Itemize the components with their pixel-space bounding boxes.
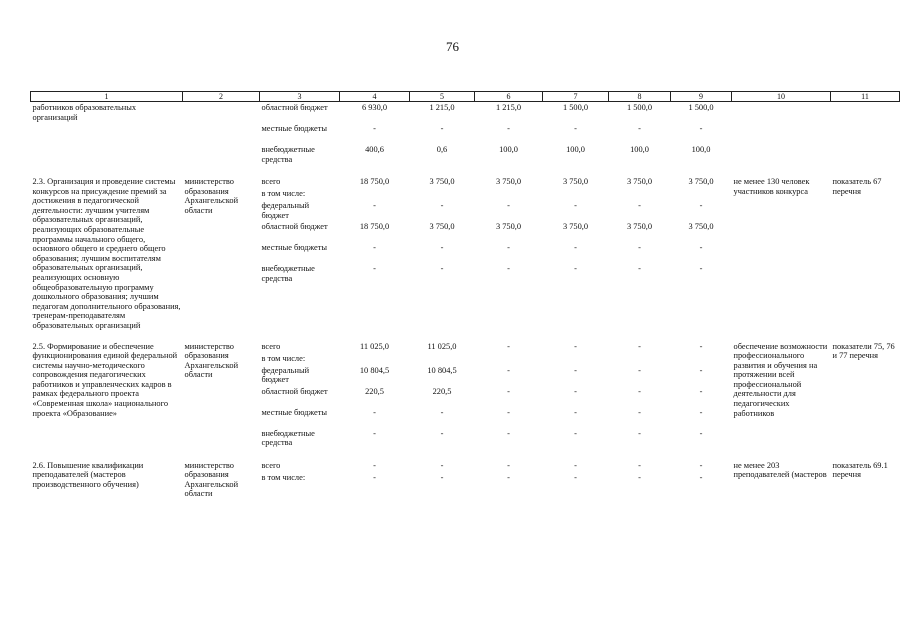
amount-value bbox=[545, 354, 607, 366]
amount-value: - bbox=[373, 243, 376, 252]
amount-cell bbox=[410, 341, 475, 450]
amount-value: - bbox=[699, 407, 703, 417]
executor-cell: министерство образования Архангельской области bbox=[184, 341, 239, 380]
amount-value: 1 500,0 bbox=[562, 103, 589, 112]
amount-cell bbox=[671, 341, 732, 450]
amount-value: - bbox=[440, 264, 444, 273]
funding-source: местные бюджеты bbox=[261, 243, 328, 252]
amount-value: - bbox=[699, 386, 703, 396]
amount-value: - bbox=[699, 460, 703, 470]
amount-value: - bbox=[440, 201, 444, 210]
funding-source: областной бюджет bbox=[261, 222, 328, 231]
amount-value: 6 930,0 bbox=[361, 103, 388, 112]
amount-value: - bbox=[638, 341, 641, 351]
col-header: 6 bbox=[475, 92, 543, 102]
amount-value bbox=[477, 189, 541, 201]
amount-value: - bbox=[507, 460, 510, 470]
amount-cell bbox=[340, 102, 410, 167]
funding-source: в том числе: bbox=[261, 472, 306, 482]
amount-cell bbox=[543, 176, 609, 331]
result-cell: не менее 203 преподавателей (мастеров bbox=[733, 460, 827, 480]
amount-value: 3 750,0 bbox=[429, 177, 455, 186]
col-header: 2 bbox=[183, 92, 260, 102]
amount-value: - bbox=[507, 365, 510, 375]
amount-cell bbox=[410, 460, 475, 499]
source-cell bbox=[260, 102, 340, 167]
amount-value: - bbox=[638, 365, 641, 375]
amount-value: - bbox=[699, 472, 703, 482]
amount-value: 0,6 bbox=[436, 145, 448, 154]
amount-value: - bbox=[574, 341, 577, 351]
col-header: 11 bbox=[831, 92, 900, 102]
amount-cell bbox=[609, 176, 671, 331]
amount-cell bbox=[671, 102, 732, 167]
amount-value: - bbox=[699, 243, 703, 252]
col-header: 10 bbox=[732, 92, 831, 102]
amount-value: - bbox=[699, 264, 703, 273]
amount-value: - bbox=[574, 124, 577, 133]
amount-cell bbox=[410, 102, 475, 167]
executor-cell bbox=[183, 102, 260, 167]
col-header: 7 bbox=[543, 92, 609, 102]
result-cell: не менее 130 человек участников конкурса bbox=[733, 177, 810, 196]
amount-value: - bbox=[699, 124, 703, 133]
col-header: 9 bbox=[671, 92, 732, 102]
amount-cell bbox=[671, 460, 732, 499]
amount-value: 18 750,0 bbox=[359, 177, 390, 186]
amount-value: - bbox=[373, 407, 376, 417]
indicator-cell: показатель 67 перечня bbox=[832, 177, 882, 196]
amount-value bbox=[477, 354, 541, 366]
source-cell bbox=[260, 341, 340, 450]
amount-cell bbox=[609, 341, 671, 450]
amount-value: - bbox=[638, 472, 641, 482]
amount-value: - bbox=[638, 124, 641, 133]
table-row bbox=[31, 460, 900, 499]
amount-cell bbox=[410, 176, 475, 331]
column-number-row bbox=[31, 92, 900, 102]
event-cell: работников образовательных организаций bbox=[32, 103, 137, 122]
amount-cell bbox=[609, 102, 671, 167]
amount-value: - bbox=[574, 407, 577, 417]
amount-cell bbox=[475, 176, 543, 331]
amount-value: 100,0 bbox=[566, 145, 585, 154]
amount-value: - bbox=[507, 341, 510, 351]
amount-value: - bbox=[638, 428, 641, 438]
row-spacer bbox=[31, 166, 900, 176]
amount-cell bbox=[340, 460, 410, 499]
amount-value: - bbox=[638, 460, 641, 470]
amount-value: 1 500,0 bbox=[626, 103, 653, 112]
amount-value: - bbox=[373, 428, 376, 438]
amount-value bbox=[342, 189, 408, 201]
amount-value: 11 025,0 bbox=[359, 341, 389, 351]
funding-source: внебюджетные средства bbox=[261, 145, 315, 164]
amount-value: - bbox=[373, 472, 376, 482]
amount-value: - bbox=[699, 201, 703, 210]
funding-source: внебюджетные средства bbox=[261, 428, 315, 448]
amount-value: - bbox=[574, 472, 577, 482]
event-cell: 2.6. Повышение квалификации преподавателей (мастеров производственного обучения) bbox=[32, 460, 144, 489]
amount-cell bbox=[340, 341, 410, 450]
row-spacer bbox=[31, 331, 900, 341]
funding-source: всего bbox=[261, 341, 281, 351]
amount-value: 10 804,5 bbox=[359, 365, 390, 375]
funding-source: в том числе: bbox=[261, 353, 306, 363]
funding-source: местные бюджеты bbox=[261, 407, 328, 417]
amount-value: - bbox=[507, 407, 510, 417]
amount-value: - bbox=[638, 264, 641, 273]
amount-value: 220,5 bbox=[365, 386, 384, 396]
row-spacer bbox=[31, 450, 900, 460]
program-table bbox=[30, 91, 900, 499]
amount-value: 11 025,0 bbox=[427, 341, 457, 351]
event-cell: 2.3. Организация и проведение системы конкурсов на присуждение премий за достижения в педагогической деятельности: лучшим учителям образовательных организаций, реализующих образовательные программы начального общего, основного общего и среднего общего образования; лучшим воспитателям образовательных организаций, реализующих основную общеобразовательную программу дошкольного образования; лучшим педагогам дополнительного образования, тренерам-преподавателям образовательных организаций bbox=[32, 177, 181, 330]
amount-value: - bbox=[373, 124, 376, 133]
source-cell bbox=[260, 460, 340, 499]
funding-source: федеральный бюджет bbox=[261, 201, 310, 220]
amount-value: 3 750,0 bbox=[562, 177, 589, 186]
amount-value: - bbox=[507, 386, 510, 396]
amount-value: 220,5 bbox=[432, 386, 452, 396]
spacer-cell bbox=[31, 450, 900, 460]
amount-value: 100,0 bbox=[691, 145, 711, 154]
amount-value: - bbox=[574, 428, 577, 438]
funding-source: местные бюджеты bbox=[261, 124, 328, 133]
amount-cell bbox=[475, 341, 543, 450]
funding-source: всего bbox=[261, 177, 281, 186]
amount-cell bbox=[475, 460, 543, 499]
amount-cell bbox=[475, 102, 543, 167]
funding-source: областной бюджет bbox=[261, 103, 328, 112]
amount-cell bbox=[340, 176, 410, 331]
executor-cell: министерство образования Архангельской области bbox=[184, 460, 239, 499]
amount-value: - bbox=[440, 124, 444, 133]
indicator-cell bbox=[831, 102, 900, 167]
result-cell bbox=[732, 102, 831, 167]
amount-value: - bbox=[373, 460, 376, 470]
amount-value: 18 750,0 bbox=[359, 222, 390, 231]
indicator-cell: показатели 75, 76 и 77 перечня bbox=[832, 341, 895, 361]
col-header: 5 bbox=[410, 92, 475, 102]
amount-value: 3 750,0 bbox=[495, 177, 522, 186]
amount-value: - bbox=[373, 201, 376, 210]
funding-source: областной бюджет bbox=[261, 386, 328, 396]
amount-value: 400,6 bbox=[365, 145, 384, 154]
amount-value: - bbox=[638, 407, 641, 417]
table-row bbox=[31, 102, 900, 167]
amount-value: 3 750,0 bbox=[688, 177, 714, 186]
amount-value: - bbox=[440, 460, 444, 470]
amount-cell bbox=[671, 176, 732, 331]
amount-value: 3 750,0 bbox=[626, 222, 653, 231]
result-cell: обеспечение возможности профессионального развития и обучения на протяжении всей профессиональной деятельности для педагогических работников bbox=[733, 341, 828, 418]
amount-value: 1 215,0 bbox=[429, 103, 455, 112]
amount-value: - bbox=[507, 428, 510, 438]
spacer-cell bbox=[31, 331, 900, 341]
amount-value: 3 750,0 bbox=[626, 177, 653, 186]
amount-cell bbox=[543, 341, 609, 450]
amount-value bbox=[545, 189, 607, 201]
amount-value: - bbox=[574, 201, 577, 210]
source-cell bbox=[260, 176, 340, 331]
amount-value: - bbox=[373, 264, 376, 273]
amount-value: - bbox=[574, 243, 577, 252]
funding-source: федеральный бюджет bbox=[261, 365, 310, 385]
amount-value: 100,0 bbox=[630, 145, 649, 154]
table-row bbox=[31, 341, 900, 450]
event-cell: 2.5. Формирование и обеспечение функционирования единой федеральной системы научно-методического сопровождения педагогических работников и управленческих кадров в рамках федерального проекта «Современная школа» национального проекта «Образование» bbox=[32, 341, 178, 418]
amount-value: - bbox=[699, 428, 703, 438]
amount-value: 3 750,0 bbox=[688, 222, 714, 231]
indicator-cell: показатель 69.1 перечня bbox=[832, 460, 888, 480]
spacer-cell bbox=[31, 166, 900, 176]
amount-value: - bbox=[507, 472, 510, 482]
amount-value: 3 750,0 bbox=[562, 222, 589, 231]
amount-value: - bbox=[507, 243, 510, 252]
table-row bbox=[31, 176, 900, 331]
amount-value: - bbox=[699, 365, 703, 375]
amount-value: 1 500,0 bbox=[688, 103, 714, 112]
amount-value bbox=[611, 189, 669, 201]
amount-value: - bbox=[440, 243, 444, 252]
amount-value: - bbox=[699, 341, 703, 351]
amount-value bbox=[673, 354, 730, 366]
amount-value: 100,0 bbox=[499, 145, 518, 154]
amount-value bbox=[412, 354, 473, 366]
amount-value: - bbox=[507, 124, 510, 133]
amount-value: 3 750,0 bbox=[429, 222, 455, 231]
amount-value: - bbox=[440, 472, 444, 482]
amount-value: - bbox=[574, 365, 577, 375]
amount-value: 3 750,0 bbox=[495, 222, 522, 231]
funding-source: внебюджетные средства bbox=[261, 264, 315, 283]
amount-value: - bbox=[574, 264, 577, 273]
amount-value: - bbox=[507, 201, 510, 210]
col-header: 3 bbox=[260, 92, 340, 102]
amount-value bbox=[611, 354, 669, 366]
amount-value: - bbox=[638, 201, 641, 210]
amount-cell bbox=[543, 102, 609, 167]
amount-value: - bbox=[574, 386, 577, 396]
amount-value: 1 215,0 bbox=[495, 103, 522, 112]
amount-value: - bbox=[638, 386, 641, 396]
amount-value: - bbox=[574, 460, 577, 470]
amount-value: 10 804,5 bbox=[427, 365, 457, 375]
amount-value: - bbox=[507, 264, 510, 273]
amount-cell bbox=[609, 460, 671, 499]
amount-value: - bbox=[440, 428, 444, 438]
col-header: 8 bbox=[609, 92, 671, 102]
funding-source: в том числе: bbox=[261, 189, 306, 198]
amount-value bbox=[412, 189, 473, 201]
col-header: 4 bbox=[340, 92, 410, 102]
amount-value: - bbox=[440, 407, 444, 417]
col-header: 1 bbox=[31, 92, 183, 102]
amount-value bbox=[342, 354, 408, 366]
amount-value bbox=[673, 189, 730, 201]
executor-cell: министерство образования Архангельской области bbox=[184, 177, 239, 215]
page-number: 76 bbox=[446, 39, 459, 54]
funding-source: всего bbox=[261, 460, 281, 470]
amount-cell bbox=[543, 460, 609, 499]
amount-value: - bbox=[638, 243, 641, 252]
